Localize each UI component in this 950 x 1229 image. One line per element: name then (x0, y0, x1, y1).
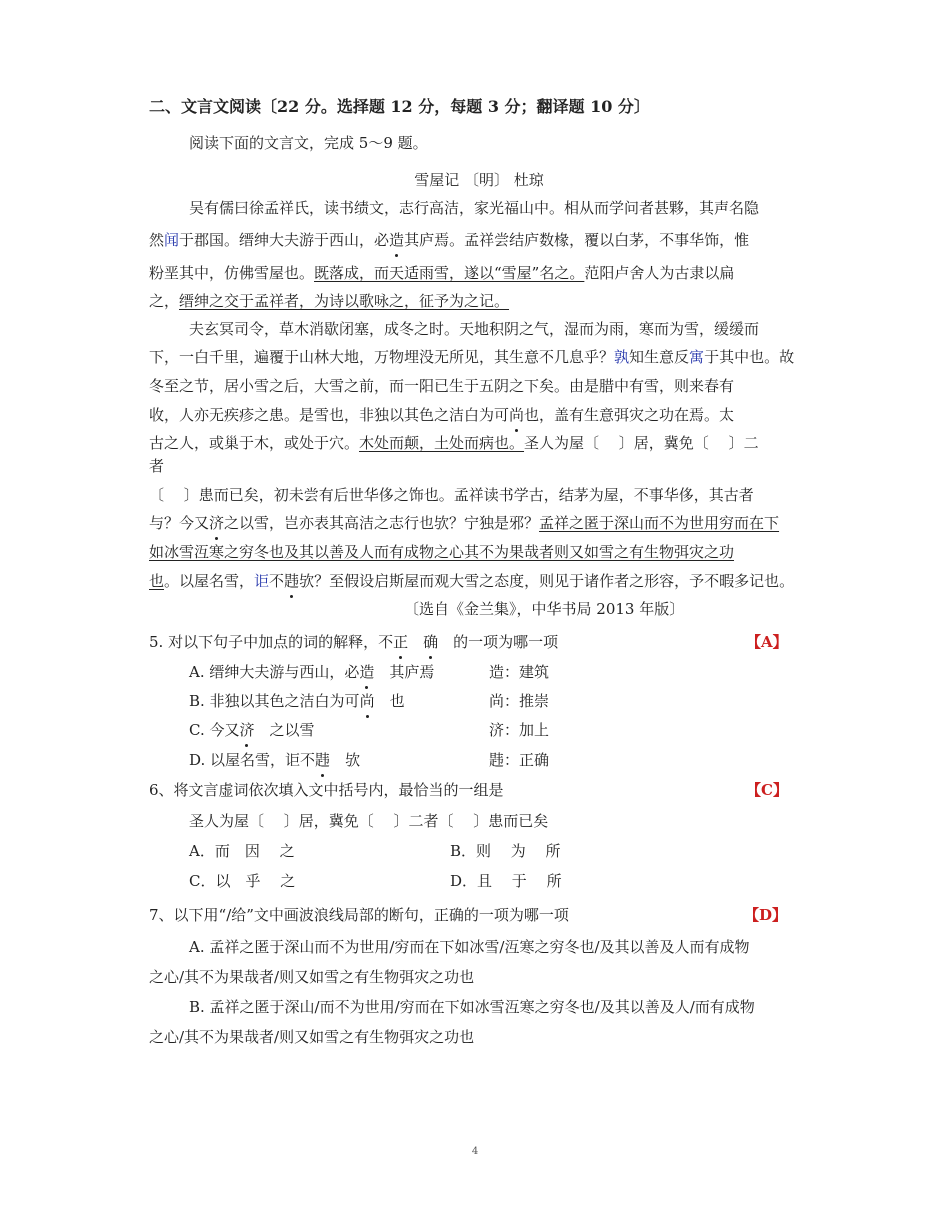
q5-stem: 5. 对以下句子中加点的词的解释，不正 确 的一项为哪一项 (149, 633, 559, 651)
keyword-yu: 寓 (689, 348, 705, 366)
wavy-line-part-2: 如冰雪沍寒之穷冬也及其以善及人而有成物之心其不为果哉者则又如雪之有生物弭灾之功 (149, 543, 735, 561)
p2-line1: 夫玄冥司令，草木消歇闭塞，成冬之时。天地积阴之气，湿而为雨，寒而为雪，缓缓而 (189, 320, 760, 338)
wavy-line-part-1: 孟祥之匿于深山而不为世用穷而在下 (539, 514, 780, 532)
q7-stem: 7、以下用“/给”文中画波浪线局部的断句，正确的一项为哪一项 (149, 906, 569, 924)
keyword-wen: 闻 (164, 231, 180, 249)
q5-option-d: D. 以屋名雪，讵不韪 欤 (189, 751, 361, 769)
dotted-shang: 尚 (509, 406, 525, 424)
q7-option-a-line2: 之心/其不为果哉者/则又如雪之有生物弭灾之功也 (149, 968, 475, 986)
q5-option-b: B. 非独以其色之洁白为可尚 也 (189, 692, 405, 710)
dotted-zao: 造 (389, 231, 405, 249)
q5-option-b-gloss: 尚：推崇 (489, 692, 550, 710)
q5-answer: 【A】 (746, 633, 788, 651)
translation-sentence-2: 缙绅之交于孟祥者，为诗以歌咏之，征予为之记。 (179, 292, 510, 310)
q6-option-c: C．以 乎 之 (189, 872, 296, 890)
q5-option-a: A. 缙绅大夫游与西山，必造 其庐焉 (189, 663, 435, 681)
p1-line4: 之，缙绅之交于孟祥者，为诗以歌咏之，征予为之记。 (149, 292, 510, 310)
q5-option-c-gloss: 济：加上 (489, 721, 550, 739)
q6-option-b: B．则 为 所 (450, 842, 561, 860)
p1-line3: 粉垩其中，仿佛雪屋也。既落成，而天适雨雪，遂以“雪屋”名之。范阳卢舍人为古隶以扁 (149, 264, 735, 282)
p2-line2: 下，一白千里，遍覆于山林大地，万物埋没无所见，其生意不几息乎？孰知生意反寓于其中也。故 (149, 348, 795, 366)
dotted-wei: 韪 (284, 572, 300, 590)
q5-option-a-gloss: 造：建筑 (489, 663, 550, 681)
q7-option-b-line2: 之心/其不为果哉者/则又如雪之有生物弭灾之功也 (149, 1028, 475, 1046)
q7-answer: 【D】 (744, 906, 788, 924)
q6-answer: 【C】 (746, 781, 788, 799)
p2-line3: 冬至之节，居小雪之后，大雪之前，而一阳已生于五阴之下矣。由是腊中有雪，则来春有 (149, 377, 735, 395)
q5-option-c: C. 今又济 之以雪 (189, 721, 315, 739)
q6-option-d: D．且 于 所 (450, 872, 562, 890)
source-citation: 〔选自《金兰集》，中华书局 2013 年版〕 (404, 600, 685, 618)
page-number: 4 (471, 1146, 479, 1157)
q6-option-a: A．而 因 之 (189, 842, 295, 860)
q6-stem: 6、将文言虚词依次填入文中括号内，最恰当的一组是 (149, 781, 504, 799)
p1-line2: 然闻于郡国。缙绅大夫游于西山，必造其庐焉。孟祥尝结庐数椽，覆以白茅，不事华饰，惟 (149, 231, 750, 249)
p2-line6: 者 (149, 457, 165, 475)
section-heading: 二、文言文阅读〔22 分。选择题 12 分，每题 3 分；翻译题 10 分〕 (149, 97, 650, 116)
q6-sentence: 圣人为屋〔 〕居，冀免〔 〕二者〔 〕患而已矣 (189, 812, 549, 830)
keyword-shu: 孰 (614, 348, 630, 366)
translation-sentence-3: 木处而颠，土处而病也。 (359, 434, 525, 452)
p2-line10: 也。以屋名雪，讵不韪欤？至假设启斯屋而观大雪之态度，则见于诸作者之形容，予不暇多记也。 (149, 572, 795, 590)
translation-sentence-1: 既落成，而天适雨雪，遂以“雪屋”名之。 (314, 264, 585, 282)
p1-line1: 吴有儒曰徐孟祥氏，读书绩文，志行高洁，家光福山中。相从而学问者甚夥，其声名隐 (189, 199, 760, 217)
p2-line5: 古之人，或巢于木，或处于穴。木处而颠，土处而病也。圣人为屋〔 〕居，冀免〔 〕二 (149, 434, 759, 452)
q7-option-a-line1: A. 孟祥之匿于深山而不为世用/穷而在下如冰雪/沍寒之穷冬也/及其以善及人而有成物 (189, 938, 750, 956)
p2-line8: 与？今又济之以雪，岂亦表其高洁之志行也欤？宁独是邪？孟祥之匿于深山而不为世用穷而在下 (149, 514, 780, 532)
keyword-ju: 讵 (254, 572, 270, 590)
dotted-ji: 济 (209, 514, 225, 532)
instruction: 阅读下面的文言文，完成 5～9 题。 (189, 134, 428, 152)
q5-option-d-gloss: 韪：正确 (489, 751, 550, 769)
p2-line4: 收，人亦无疾疹之患。是雪也，非独以其色之洁白为可尚也，盖有生意弭灾之功在焉。太 (149, 406, 735, 424)
passage-title: 雪屋记 〔明〕 杜琼 (414, 171, 544, 189)
p2-line7: 〔 〕患而已矣，初未尝有后世华侈之饰也。孟祥读书学古，结茅为屋，不事华侈，其古者 (149, 486, 754, 504)
q7-option-b-line1: B. 孟祥之匿于深山/而不为世用/穷而在下如冰雪沍寒之穷冬也/及其以善及人/而有成物 (189, 998, 755, 1016)
